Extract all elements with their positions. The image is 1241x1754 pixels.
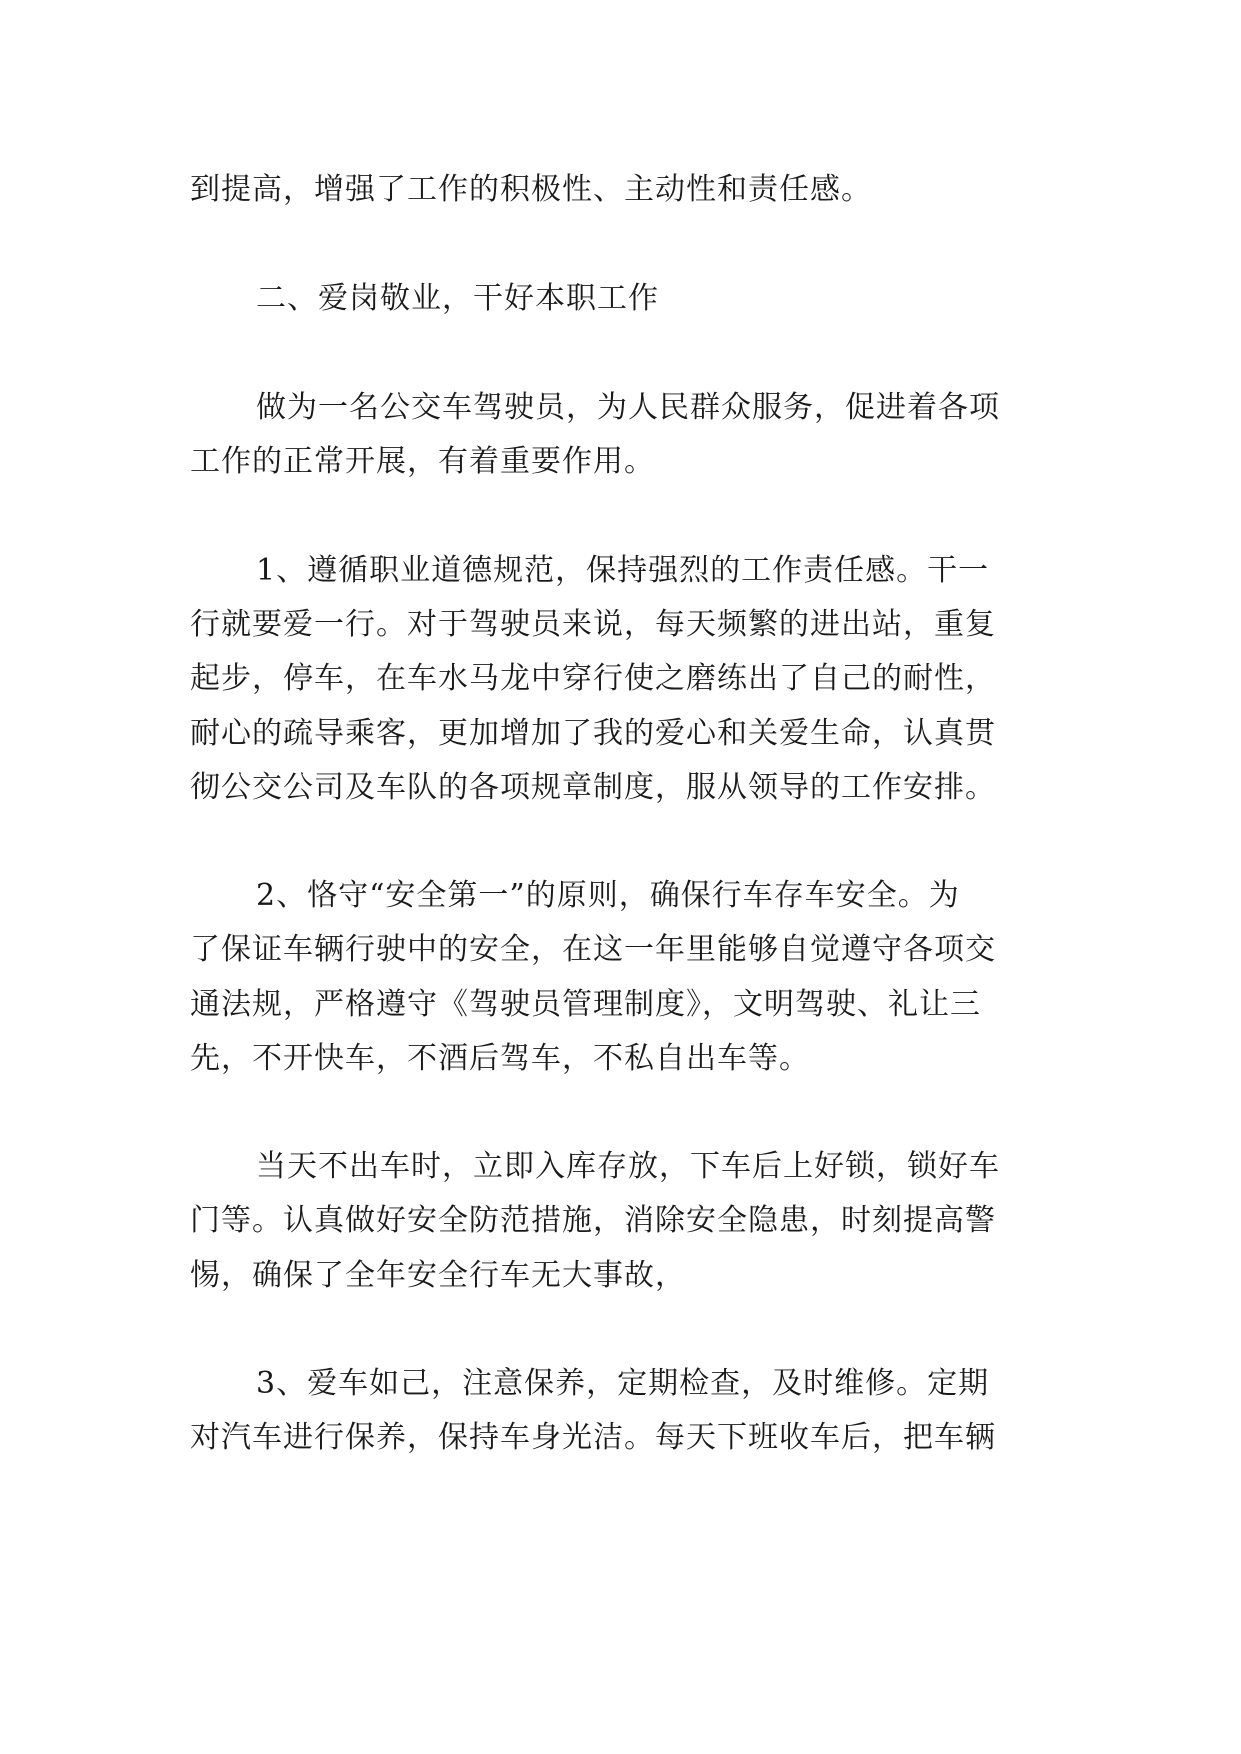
paragraph-line: 工作的正常开展，有着重要作用。 xyxy=(190,444,655,479)
paragraph-line: 耐心的疏导乘客，更加增加了我的爱心和关爱生命，认真贯 xyxy=(190,716,996,751)
paragraph-line: 行就要爱一行。对于驾驶员来说，每天频繁的进出站，重复 xyxy=(190,607,996,642)
paragraph-line: 了保证车辆行驶中的安全，在这一年里能够自觉遵守各项交 xyxy=(190,932,996,967)
paragraph-line: 2、恪守“安全第一”的原则，确保行车存车安全。为 xyxy=(256,878,960,913)
paragraph-line: 1、遵循职业道德规范，保持强烈的工作责任感。干一 xyxy=(256,553,990,588)
paragraph-line: 门等。认真做好安全防范措施，消除安全隐患，时刻提高警 xyxy=(190,1203,996,1238)
paragraph-line: 3、爱车如己，注意保养，定期检查，及时维修。定期 xyxy=(256,1366,990,1401)
paragraph-line: 起步，停车，在车水马龙中穿行使之磨练出了自己的耐性， xyxy=(190,661,996,696)
section-heading: 二、爱岗敬业，干好本职工作 xyxy=(256,281,659,316)
paragraph-line: 做为一名公交车驾驶员，为人民群众服务，促进着各项 xyxy=(256,390,1000,425)
paragraph-line: 先，不开快车，不酒后驾车，不私自出车等。 xyxy=(190,1041,810,1076)
paragraph-line: 当天不出车时，立即入库存放，下车后上好锁，锁好车 xyxy=(256,1149,1000,1184)
paragraph-line: 到提高，增强了工作的积极性、主动性和责任感。 xyxy=(190,172,872,207)
paragraph-line: 对汽车进行保养，保持车身光洁。每天下班收车后，把车辆 xyxy=(190,1420,996,1455)
paragraph-line: 通法规，严格遵守《驾驶员管理制度》，文明驾驶、礼让三 xyxy=(190,987,981,1022)
paragraph-line: 彻公交公司及车队的各项规章制度，服从领导的工作安排。 xyxy=(190,770,996,805)
paragraph-line: 惕，确保了全年安全行车无大事故， xyxy=(190,1258,686,1293)
